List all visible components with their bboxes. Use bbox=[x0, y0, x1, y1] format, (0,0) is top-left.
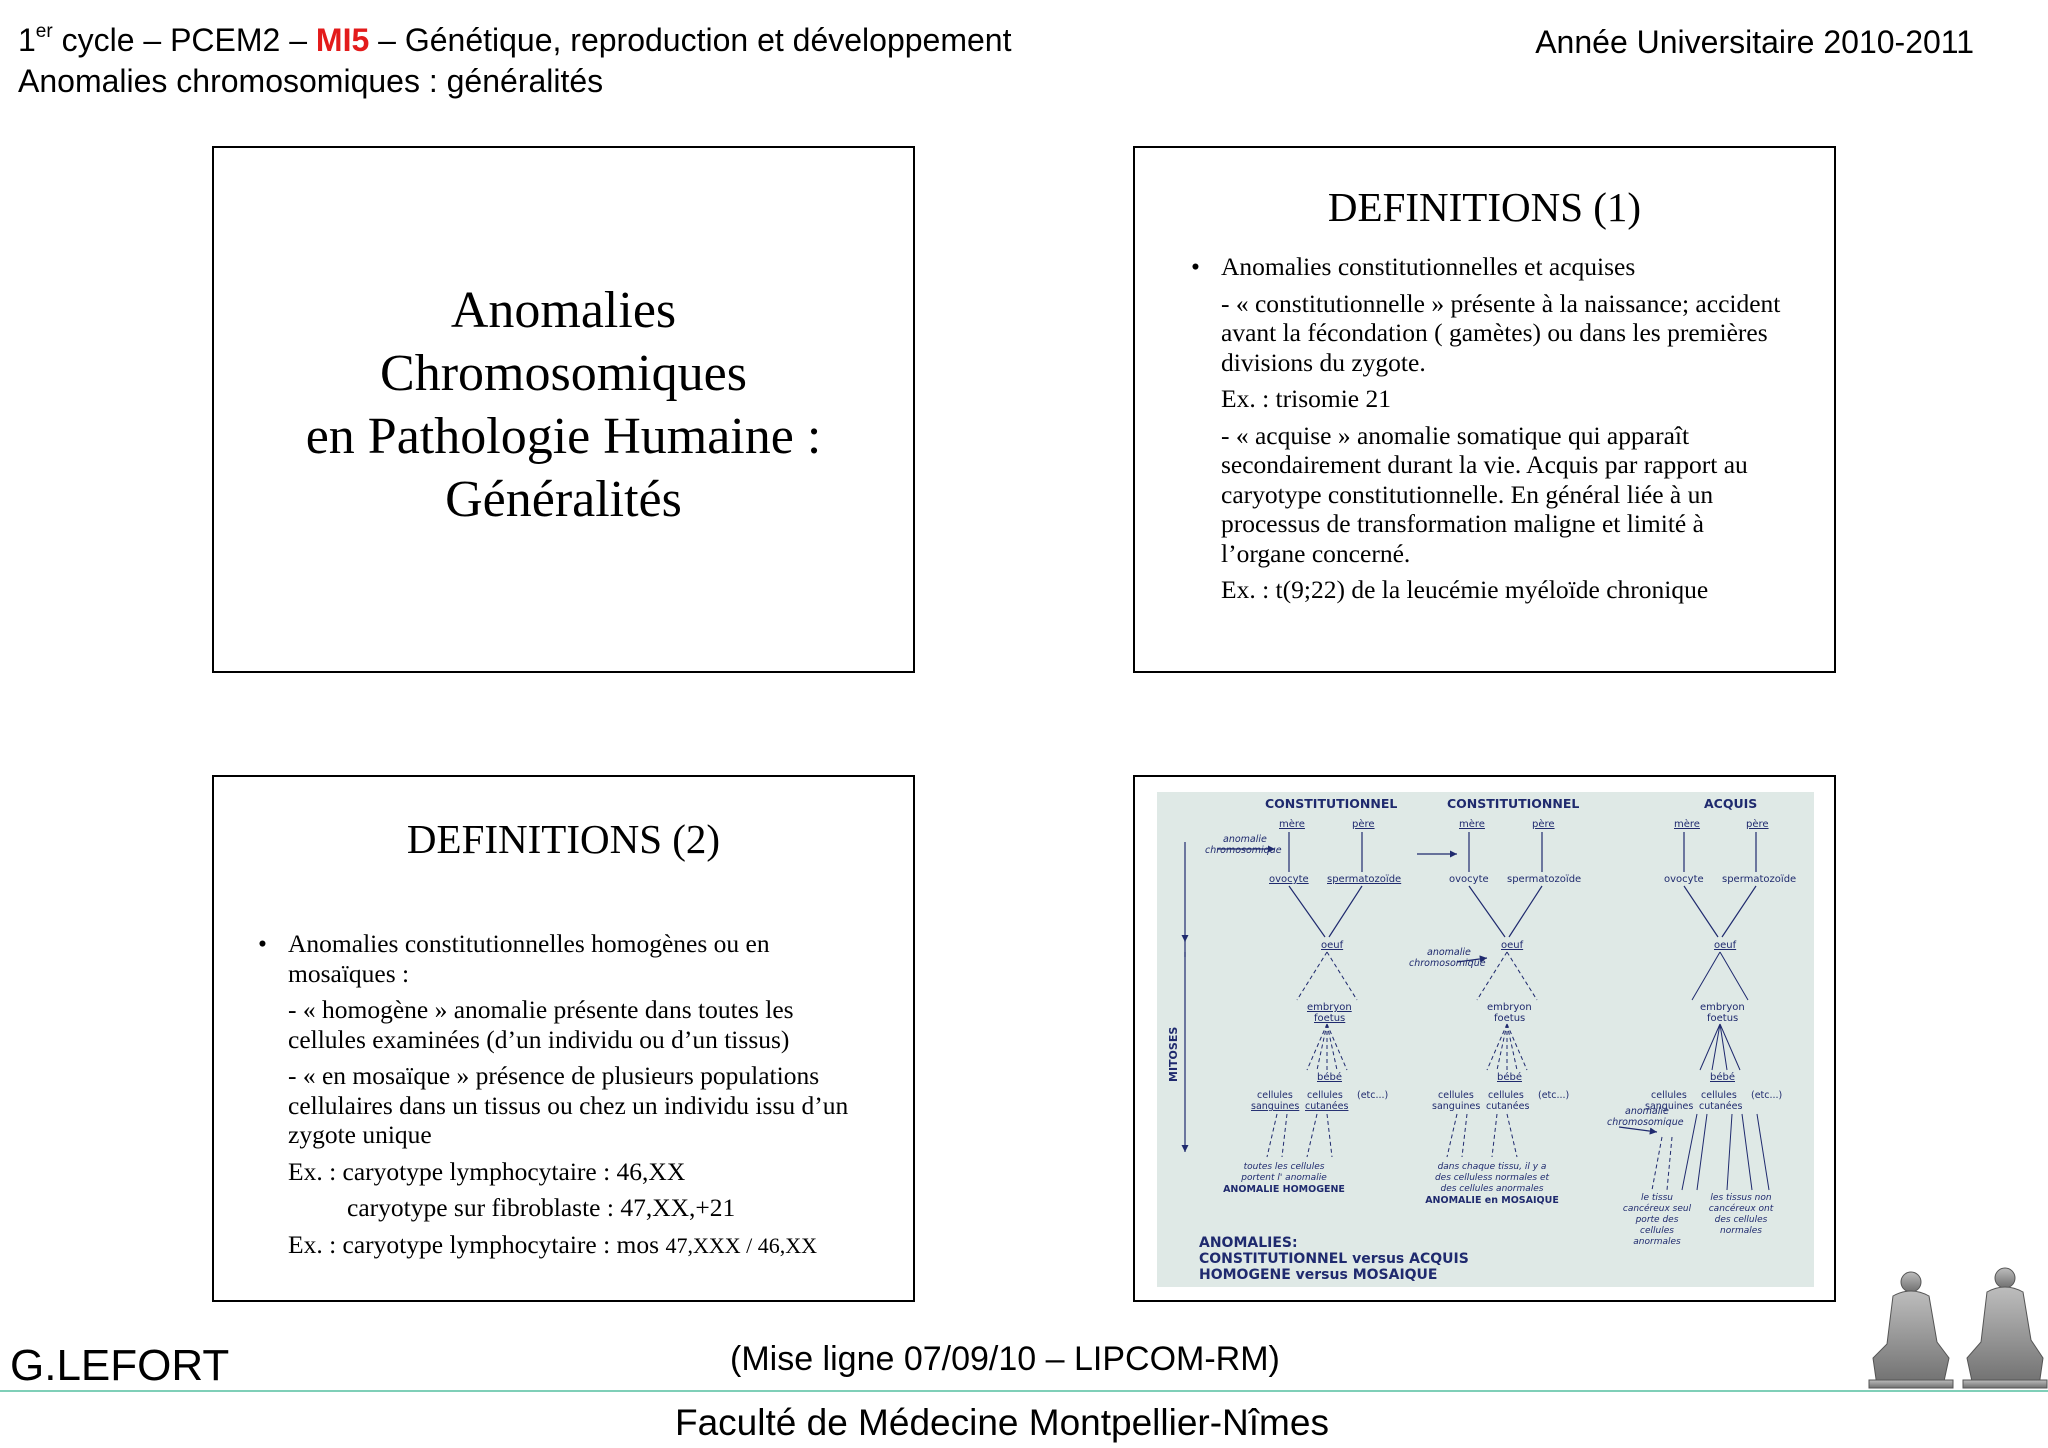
definition-acquise: - « acquise » anomalie somatique qui apparaît secondairement durant la vie. Acquis par rapport au caryotype constitutionnelle. En général liée à un processus de transformation maligne et limité à l’organe concerné. bbox=[1221, 420, 1748, 568]
label-oeuf: oeuf bbox=[1321, 940, 1344, 951]
label-etc: (etc...) bbox=[1751, 1090, 1783, 1101]
faculty-name: Faculté de Médecine Montpellier-Nîmes bbox=[675, 1402, 1329, 1443]
label-spermatozoide: spermatozoïde bbox=[1722, 874, 1797, 885]
example-text: Ex. : caryotype lymphocytaire : 46,XX bbox=[288, 1156, 686, 1186]
label-ovocyte: ovocyte bbox=[1664, 874, 1704, 885]
label-etc: (etc...) bbox=[1357, 1090, 1389, 1101]
bullet-text: Anomalies constitutionnelles et acquises bbox=[1221, 252, 1636, 281]
note-line: portent l' anomalie bbox=[1241, 1173, 1327, 1183]
label-bebe: bébé bbox=[1317, 1072, 1342, 1083]
example-text: caryotype sur fibroblaste : 47,XX,+21 bbox=[347, 1193, 736, 1222]
note-line: toutes les cellules bbox=[1243, 1162, 1325, 1172]
slide-1-title bbox=[214, 279, 913, 531]
publication-note: (Mise ligne 07/09/10 – LIPCOM-RM) bbox=[730, 1340, 1280, 1378]
label-anomalie: anomalie bbox=[1427, 947, 1471, 958]
note-line: des cellules bbox=[1714, 1215, 1768, 1225]
example-text bbox=[258, 1230, 873, 1261]
author-name: G.LEFORT bbox=[10, 1341, 230, 1390]
legend-line: CONSTITUTIONNEL versus ACQUIS bbox=[1199, 1251, 1469, 1267]
label-spermatozoide: spermatozoïde bbox=[1507, 874, 1582, 885]
label-anomalie: anomalie bbox=[1625, 1106, 1669, 1117]
label-mere: mère bbox=[1674, 819, 1700, 830]
bullet-item bbox=[258, 929, 873, 988]
lineage-lines bbox=[1289, 886, 1756, 937]
example-karyotype: 47,XXX / 46,XX bbox=[665, 1232, 818, 1258]
col-title: CONSTITUTIONNEL bbox=[1265, 796, 1398, 811]
slide-4 bbox=[1133, 775, 1836, 1302]
definition-mosaique: - « en mosaïque » présence de plusieurs populations cellulaires dans un tissus ou chez un individu issu d’un zygote unique bbox=[288, 1061, 849, 1149]
diagram-svg bbox=[1157, 792, 1814, 1287]
note-line: des cellules anormales bbox=[1440, 1184, 1544, 1194]
label-ovocyte: ovocyte bbox=[1269, 874, 1309, 885]
label-bebe: bébé bbox=[1710, 1072, 1735, 1083]
note-line: des celluless normales et bbox=[1434, 1173, 1550, 1183]
label-mere: mère bbox=[1279, 819, 1305, 830]
course-title: – Génétique, reproduction et développement bbox=[369, 22, 1012, 58]
label-chromosomique: chromosomique bbox=[1409, 958, 1486, 969]
label-sanguines: sanguines bbox=[1645, 1101, 1694, 1112]
definition-homogene: - « homogène » anomalie présente dans toutes les cellules examinées (d’un individu ou d’un tissus) bbox=[288, 995, 794, 1054]
label-pere: père bbox=[1746, 819, 1769, 830]
header-line1 bbox=[18, 20, 1011, 60]
label-oeuf: oeuf bbox=[1501, 940, 1524, 951]
note-line: les tissus non bbox=[1710, 1193, 1772, 1203]
note-anomalie-mosaique: ANOMALIE en MOSAIQUE bbox=[1425, 1195, 1559, 1206]
lineage-acquis bbox=[1682, 1114, 1769, 1190]
label-sanguines: sanguines bbox=[1432, 1101, 1481, 1112]
bullet-text: Anomalies constitutionnelles homogènes ou en mosaïques : bbox=[288, 929, 770, 988]
label-cellules: cellules bbox=[1651, 1090, 1687, 1101]
label-spermatozoide: spermatozoïde bbox=[1327, 874, 1402, 885]
slide-1 bbox=[212, 146, 915, 673]
label-etc: (etc...) bbox=[1538, 1090, 1570, 1101]
label-pere: père bbox=[1352, 819, 1375, 830]
slide-2-body bbox=[1191, 252, 1786, 605]
title-line: Anomalies bbox=[450, 282, 677, 339]
academic-year: Année Universitaire 2010-2011 bbox=[1535, 24, 1974, 60]
col-title: ACQUIS bbox=[1704, 796, 1758, 811]
definition-constitutionnelle: - « constitutionnelle » présente à la naissance; accident avant la fécondation ( gamètes) ou dans les premières divisions du zygote. bbox=[1221, 288, 1781, 377]
statues-logo-icon bbox=[1863, 1262, 2048, 1390]
note-line: cancéreux ont bbox=[1708, 1204, 1774, 1214]
label-bebe: bébé bbox=[1497, 1072, 1522, 1083]
label-cellules: cellules bbox=[1488, 1090, 1524, 1101]
slide-2 bbox=[1133, 146, 1836, 673]
label-mere: mère bbox=[1459, 819, 1485, 830]
module-code: MI5 bbox=[315, 22, 370, 58]
note-anomalie-homogene: ANOMALIE HOMOGENE bbox=[1223, 1184, 1345, 1195]
note-line: anormales bbox=[1633, 1237, 1681, 1247]
label-foetus: foetus bbox=[1494, 1013, 1526, 1024]
title-line: Généralités bbox=[445, 471, 682, 528]
note-line: porte des bbox=[1635, 1215, 1679, 1225]
label-pere: père bbox=[1532, 819, 1555, 830]
label-cellules: cellules bbox=[1438, 1090, 1474, 1101]
lineage-lines bbox=[1289, 832, 1756, 872]
label-oeuf: oeuf bbox=[1714, 940, 1737, 951]
label-cutanees: cutanées bbox=[1486, 1101, 1530, 1112]
title-line: en Pathologie Humaine : bbox=[305, 408, 822, 465]
label-foetus: foetus bbox=[1314, 1013, 1346, 1024]
cycle-text: cycle – PCEM2 – bbox=[52, 22, 316, 58]
lineage-dashed bbox=[1652, 1137, 1672, 1190]
lineage-dashed bbox=[1487, 1024, 1527, 1070]
lineage-dashed bbox=[1267, 1114, 1517, 1157]
label-sanguines: sanguines bbox=[1251, 1101, 1300, 1112]
lineage-dashed bbox=[1307, 1024, 1347, 1070]
col-title: CONSTITUTIONNEL bbox=[1447, 796, 1580, 811]
note-line: cancéreux seul bbox=[1622, 1204, 1692, 1214]
bullet-item bbox=[1191, 252, 1786, 282]
header-line2: Anomalies chromosomiques : généralités bbox=[18, 63, 604, 99]
example-text: Ex. : t(9;22) de la leucémie myéloïde chronique bbox=[1221, 575, 1709, 604]
label-cellules: cellules bbox=[1307, 1090, 1343, 1101]
legend-line: ANOMALIES: bbox=[1199, 1235, 1298, 1251]
label-chromosomique: chromosomique bbox=[1607, 1117, 1684, 1128]
label-embryon: embryon bbox=[1487, 1002, 1532, 1013]
slide-3-title: DEFINITIONS (2) bbox=[406, 816, 721, 862]
legend-line: HOMOGENE versus MOSAIQUE bbox=[1199, 1267, 1438, 1283]
slide-2-title: DEFINITIONS (1) bbox=[1327, 184, 1642, 230]
slide-3-body bbox=[258, 929, 873, 1260]
note-line: normales bbox=[1720, 1226, 1762, 1236]
label-chromosomique: chromosomique bbox=[1205, 845, 1282, 856]
cycle-number: 1 bbox=[18, 22, 36, 58]
slide-3 bbox=[212, 775, 915, 1302]
label-ovocyte: ovocyte bbox=[1449, 874, 1489, 885]
label-foetus: foetus bbox=[1707, 1013, 1739, 1024]
label-cellules: cellules bbox=[1701, 1090, 1737, 1101]
label-anomalie: anomalie bbox=[1223, 834, 1267, 845]
label-embryon: embryon bbox=[1307, 1002, 1352, 1013]
title-line: Chromosomiques bbox=[380, 345, 747, 402]
bullet-icon: • bbox=[1191, 252, 1200, 281]
bullet-icon: • bbox=[258, 929, 267, 958]
footer-divider bbox=[0, 1390, 2048, 1392]
note-line: le tissu bbox=[1640, 1193, 1674, 1203]
label-embryon: embryon bbox=[1700, 1002, 1745, 1013]
cycle-superscript: er bbox=[35, 21, 53, 42]
label-cellules: cellules bbox=[1257, 1090, 1293, 1101]
example-text: Ex. : trisomie 21 bbox=[1221, 384, 1391, 413]
label-cutanees: cutanées bbox=[1305, 1101, 1349, 1112]
label-cutanees: cutanées bbox=[1699, 1101, 1743, 1112]
label-mitoses: MITOSES bbox=[1167, 1026, 1180, 1082]
note-line: dans chaque tissu, il y a bbox=[1437, 1162, 1547, 1172]
example-prefix: Ex. : caryotype lymphocytaire : mos bbox=[288, 1229, 666, 1259]
note-line: cellules bbox=[1640, 1226, 1674, 1236]
anomalies-diagram bbox=[1157, 792, 1814, 1287]
